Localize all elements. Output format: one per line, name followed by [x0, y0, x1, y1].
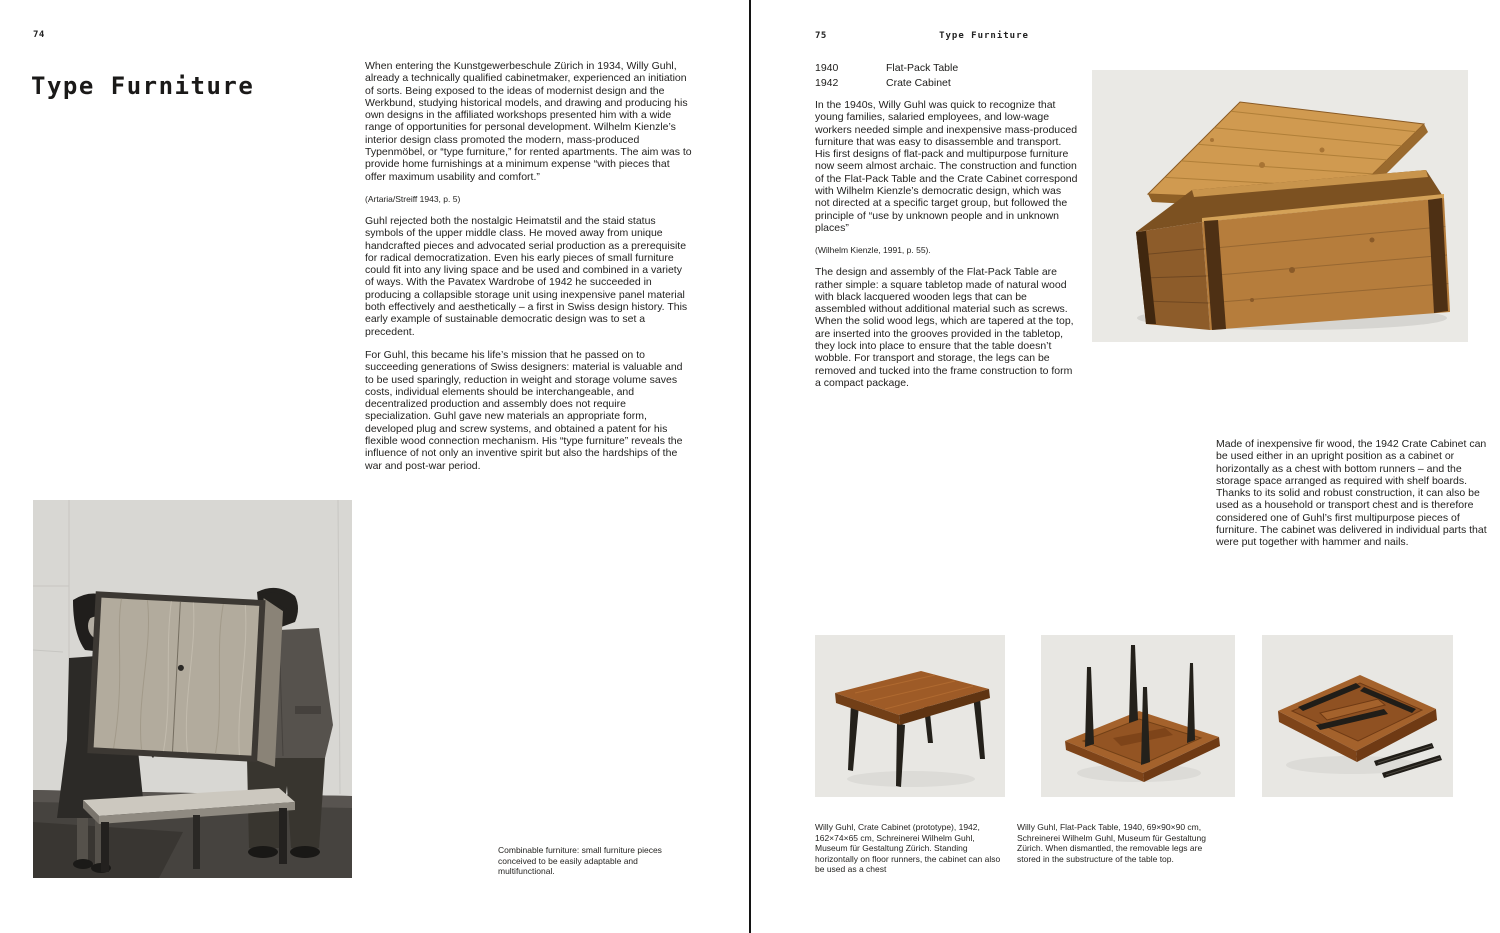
photo-flat-pack-table-assembled: [815, 635, 1005, 797]
crate-cabinet-caption: Willy Guhl, Crate Cabinet (prototype), 1942, 162×74×65 cm, Schreinerei Wilhelm Guhl, Museum für Gestaltung Zürich. Standing horizontally on floor runners, the cabinet can also be used as a chest: [815, 822, 1001, 875]
table-assembled-illustration: [815, 635, 1005, 797]
table-packed-illustration: [1262, 635, 1453, 797]
photo-flat-pack-table-upside-down: [1041, 635, 1235, 797]
photo-combinable-cabinet: [33, 500, 352, 878]
right-text-column-2: [1216, 438, 1489, 560]
crate-cabinet-illustration: [1092, 70, 1468, 342]
left-page-number: 74: [33, 30, 45, 40]
combinable-cabinet-illustration: [33, 500, 352, 878]
paragraph: Guhl rejected both the nostalgic Heimatstil and the staid status symbols of the upper middle class. He moved away from unique handcrafted pieces and advocated serial production as a prerequisite for radical democratization. Even his early pieces of small furniture could fit into any living space and be used and combined in a variety of ways. With the Pavatex Wardrobe of 1942 he succeeded in producing a collapsible storage unit using inexpensive panel material both effectively and aesthetically – a first in Swiss design history. This early example of sustainable democratic design was to set a precedent.: [365, 214, 688, 338]
work-title: Flat-Pack Table: [886, 62, 959, 74]
paragraph: When entering the Kunstgewerbeschule Zürich in 1934, Willy Guhl, already a technically qualified cabinetmaker, experienced an initiation of sorts. Being exposed to the ideas of modernist design and the Werkbund, studying historical models, and drawing and producing his own designs in the affiliated workshops presented him with a wide range of opportunities for personal development. Wilhelm Kienzle’s interior design class promoted the modern, mass-produced Typenmöbel, or “type furniture,” for rented apartments. The aim was to provide home furnishings at a minimum expense “with pieces that offer maximum usability and comfort.”: [365, 60, 692, 183]
paragraph: In the 1940s, Willy Guhl was quick to recognize that young families, salaried employees, and low-wage workers needed simple and inexpensive mass-produced furniture that was easy to disassemble and transport. His first designs of flat-pack and multipurpose furniture now seem almost archaic. The construction and function of the Flat-Pack Table and the Crate Cabinet correspond with Wilhelm Kienzle’s democratic design, which was not directed at a specific target group, but followed the principle of “use by unknown people and in unknown places”: [815, 99, 1078, 234]
citation: (Artaria/Streiff 1943, p. 5): [365, 193, 461, 204]
page-title: Type Furniture: [31, 72, 255, 101]
works-list: [815, 61, 958, 91]
work-year: 1942: [815, 77, 839, 89]
running-head: Type Furniture: [939, 31, 1029, 41]
photo-flat-pack-table-packed: [1262, 635, 1453, 797]
flat-pack-table-caption: Willy Guhl, Flat-Pack Table, 1940, 69×90×90 cm, Schreinerei Wilhelm Guhl, Museum für Gestaltung Zürich. When dismantled, the removable legs are stored in the substructure of the table top.: [1017, 822, 1206, 864]
works-row: [815, 76, 958, 91]
page-gutter-divider: [749, 0, 751, 933]
photo-crate-cabinet: [1092, 70, 1468, 342]
left-text-column: [365, 60, 693, 483]
left-photo-caption: Combinable furniture: small furniture pieces conceived to be easily adaptable and multifunctional.: [498, 845, 662, 877]
citation: (Wilhelm Kienzle, 1991, p. 55).: [815, 245, 931, 256]
work-title: Crate Cabinet: [886, 77, 951, 89]
paragraph: The design and assembly of the Flat-Pack Table are rather simple: a square tabletop made of natural wood with black lacquered wooden legs that can be assembled without additional material such as screws. When the solid wood legs, which are tapered at the top, are inserted into the grooves provided in the tabletop, they lock into place to ensure that the table doesn’t wobble. For transport and storage, the legs can be removed and tucked into the frame construction to form a compact package.: [815, 266, 1074, 389]
works-row: [815, 61, 958, 76]
right-text-column-1: [815, 99, 1078, 400]
right-page-number: 75: [815, 31, 827, 41]
work-year: 1940: [815, 62, 839, 74]
paragraph: For Guhl, this became his life’s mission that he passed on to succeeding generations of Swiss designers: material is valuable and to be used sparingly, reduction in weight and storage volume saves costs, individual elements should be interchangeable, and decentralized production and assembly does not require specialization. Guhl gave new materials an appropriate form, developed plug and screw systems, and obtained a patent for his flexible wood connection mechanism. His “type furniture” reveals the influence of not only an inventive spirit but also the hardships of the war and post-war period.: [365, 348, 683, 472]
cabinet-shape: [87, 589, 284, 767]
paragraph: Made of inexpensive fir wood, the 1942 Crate Cabinet can be used either in an upright position as a cabinet or horizontally as a chest with bottom runners – and the storage space arranged as required with shelf boards. Thanks to its solid and robust construction, it can also be used as a household or transport chest and is therefore considered one of Guhl’s first multipurpose pieces of furniture. The cabinet was delivered in individual parts that were put together with hammer and nails.: [1216, 438, 1487, 549]
table-upside-down-illustration: [1041, 635, 1235, 797]
